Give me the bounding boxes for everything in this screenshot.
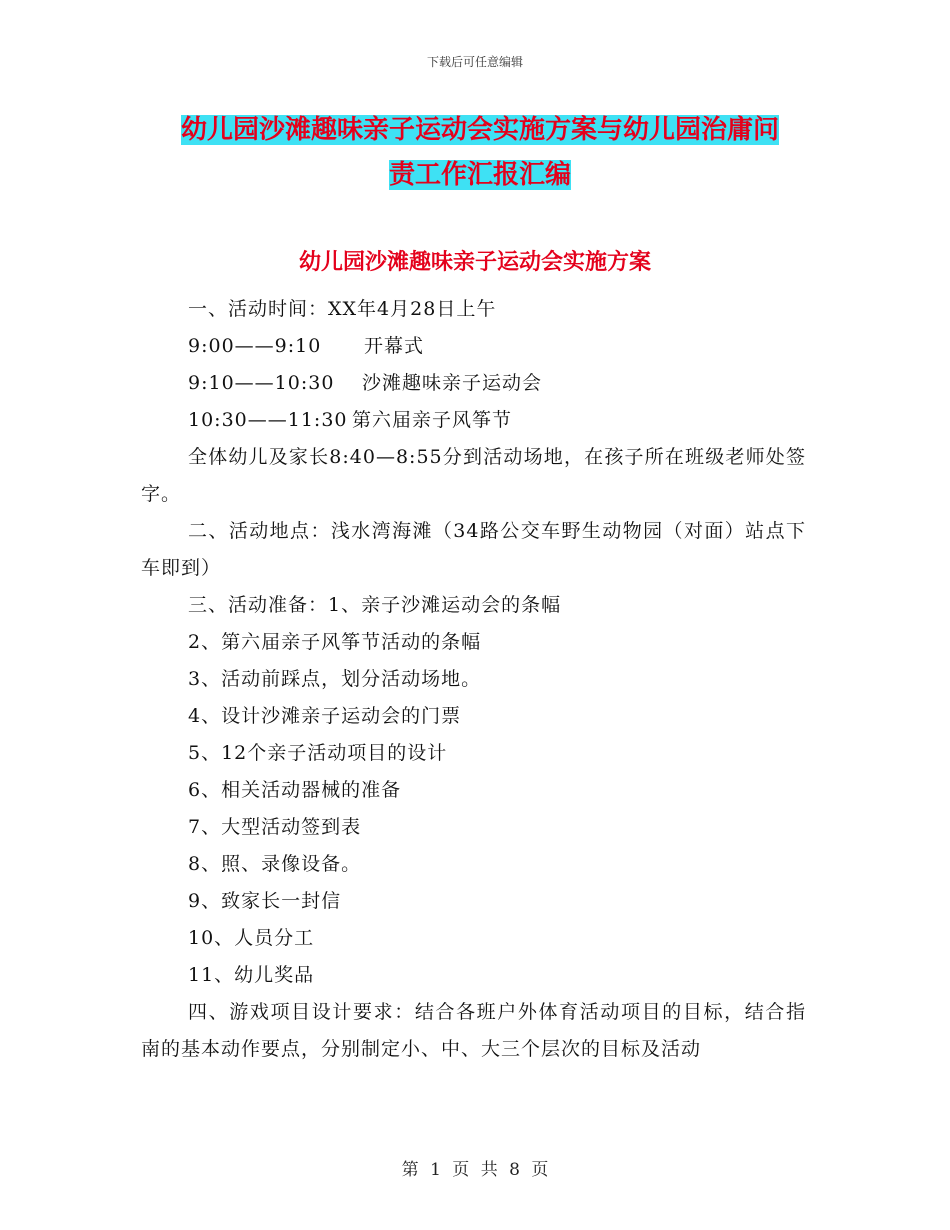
preparation-item: 2、第六届亲子风筝节活动的条幅	[188, 631, 482, 653]
section-title: 幼儿园沙滩趣味亲子运动会实施方案	[298, 250, 651, 275]
requirements-paragraph: 四、游戏项目设计要求：结合各班户外体育活动项目的目标，结合指南的基本动作要点，分别制定小、中、大三个层次的目标及活动	[141, 1001, 806, 1060]
preparation-item: 3、活动前踩点，划分活动场地。	[188, 668, 482, 690]
preparation-heading: 三、活动准备：1、亲子沙滩运动会的条幅	[188, 594, 562, 616]
preparation-item: 5、12个亲子活动项目的设计	[188, 742, 448, 764]
document-title	[140, 108, 820, 198]
schedule-time: 10:30——11:30	[188, 409, 348, 431]
location-paragraph: 二、活动地点：浅水湾海滩（34路公交车野生动物园（对面）站点下车即到）	[141, 520, 806, 579]
preparation-item: 10、人员分工	[188, 927, 315, 949]
activity-time-heading: 一、活动时间：XX年4月28日上午	[188, 298, 497, 320]
preparation-item: 6、相关活动器械的准备	[188, 779, 402, 801]
schedule-time: 9:10——10:30	[188, 372, 335, 394]
schedule-event: 第六届亲子风筝节	[352, 409, 513, 431]
schedule-event: 沙滩趣味亲子运动会	[362, 372, 543, 394]
schedule-row	[141, 365, 806, 402]
schedule-row	[141, 328, 806, 365]
preparation-item: 11、幼儿奖品	[188, 964, 315, 986]
preparation-item: 9、致家长一封信	[188, 890, 342, 912]
schedule-row	[141, 402, 806, 439]
document-body	[141, 291, 806, 1068]
schedule-time: 9:00——9:10	[188, 335, 322, 357]
signin-paragraph: 全体幼儿及家长8:40—8:55分到活动场地，在孩子所在班级老师处签字。	[141, 446, 806, 505]
schedule-event: 开幕式	[364, 335, 425, 357]
document-title-line-1: 幼儿园沙滩趣味亲子运动会实施方案与幼儿园治庸问	[180, 115, 779, 145]
preparation-item: 4、设计沙滩亲子运动会的门票	[188, 705, 462, 727]
preparation-item: 7、大型活动签到表	[188, 816, 362, 838]
preparation-item: 8、照、录像设备。	[188, 853, 362, 875]
page-header-note: 下载后可任意编辑	[426, 55, 523, 69]
page-number-footer: 第 1 页 共 8 页	[401, 1160, 549, 1180]
document-title-line-2: 责工作汇报汇编	[388, 160, 571, 190]
